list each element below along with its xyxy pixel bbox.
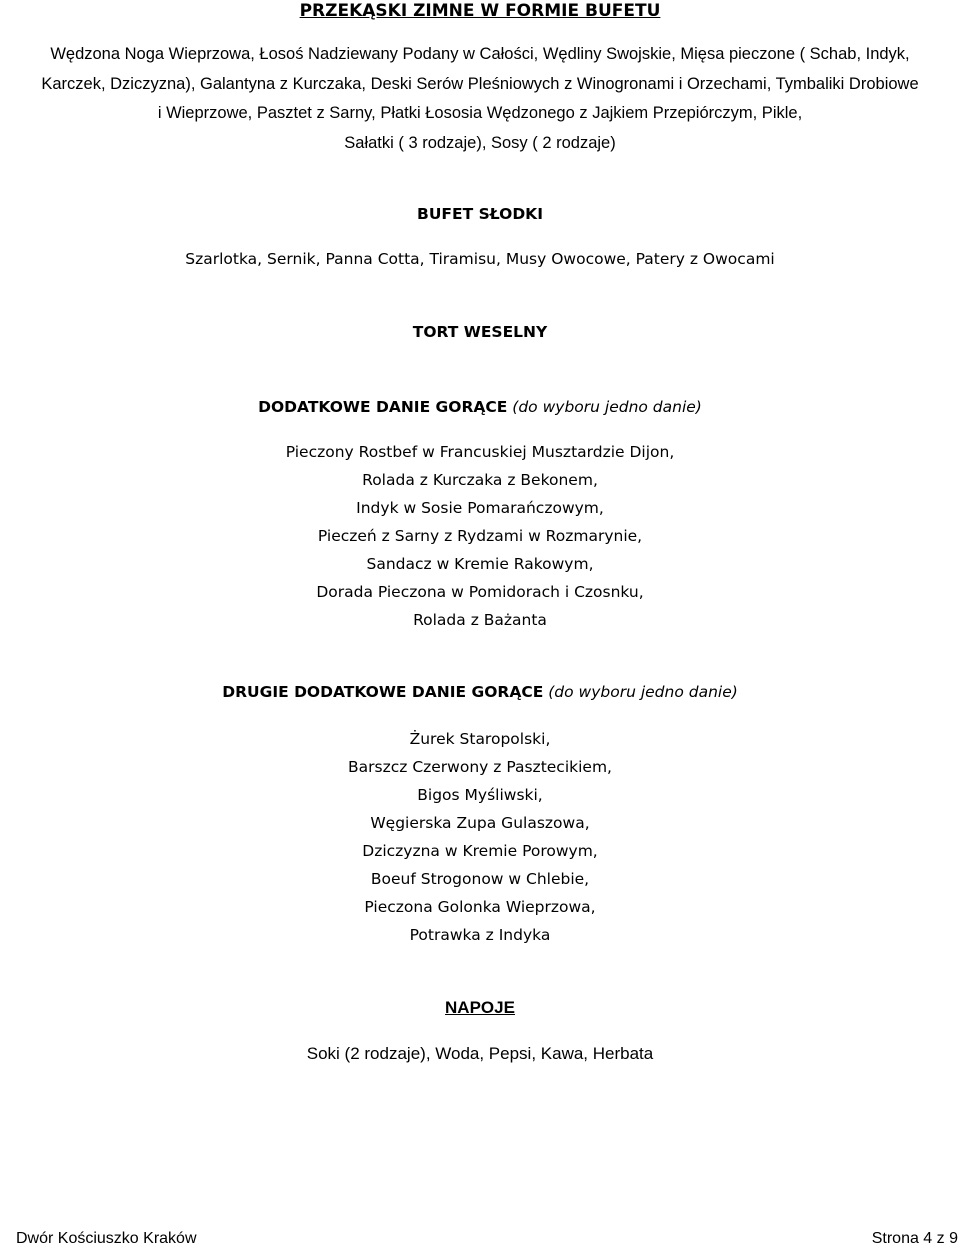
list-item: Rolada z Kurczaka z Bekonem, — [362, 471, 598, 489]
cold-buffet-line: Sałatki ( 3 rodzaje), Sosy ( 2 rodzaje) — [344, 133, 616, 152]
sweet-buffet-heading: BUFET SŁODKI — [417, 205, 543, 223]
list-item: Potrawka z Indyka — [409, 926, 551, 944]
drinks-title: NAPOJE — [445, 998, 515, 1017]
cold-buffet-line: Wędzona Noga Wieprzowa, Łosoś Nadziewany Podany w Całości, Wędliny Swojskie, Mięsa pieczone ( Schab, Indyk, — [50, 45, 910, 63]
drinks-heading — [0, 997, 960, 1019]
list-item: Pieczona Golonka Wieprzowa, — [364, 898, 596, 916]
footer-venue: Dwór Kościuszko Kraków — [16, 1230, 197, 1247]
second-hot-dish-note: (do wyboru jedno danie) — [548, 683, 738, 701]
list-item: Dorada Pieczona w Pomidorach i Czosnku, — [316, 583, 644, 601]
list-item: Barszcz Czerwony z Pasztecikiem, — [348, 758, 612, 776]
second-hot-dish-list — [0, 725, 960, 949]
wedding-cake-heading: TORT WESELNY — [412, 323, 548, 341]
list-item: Pieczony Rostbef w Francuskiej Musztardzie Dijon, — [285, 443, 675, 461]
list-item: Indyk w Sosie Pomarańczowym, — [356, 499, 604, 517]
sweet-buffet-items: Szarlotka, Sernik, Panna Cotta, Tiramisu, Musy Owocowe, Patery z Owocami — [185, 250, 775, 268]
cold-buffet-line: i Wieprzowe, Pasztet z Sarny, Płatki Łososia Wędzonego z Jajkiem Przepiórczym, Pikle, — [157, 104, 803, 122]
cold-buffet-heading: PRZEKĄSKI ZIMNE W FORMIE BUFETU — [299, 1, 661, 21]
cold-buffet-description — [0, 40, 960, 158]
list-item: Boeuf Strogonow w Chlebie, — [370, 870, 590, 888]
footer-page-number: Strona 4 z 9 — [871, 1230, 958, 1247]
second-hot-dish-heading — [0, 678, 960, 706]
list-item: Rolada z Bażanta — [413, 611, 547, 629]
hot-dish-heading — [0, 393, 960, 421]
list-item: Pieczeń z Sarny z Rydzami w Rozmarynie, — [317, 527, 643, 545]
list-item: Żurek Staropolski, — [409, 730, 551, 748]
hot-dish-note: (do wyboru jedno danie) — [512, 398, 702, 416]
list-item: Dziczyzna w Kremie Porowym, — [362, 842, 598, 860]
drinks-items: Soki (2 rodzaje), Woda, Pepsi, Kawa, Herbata — [306, 1044, 654, 1063]
list-item: Bigos Myśliwski, — [417, 786, 543, 804]
hot-dish-list — [0, 438, 960, 634]
list-item: Węgierska Zupa Gulaszowa, — [370, 814, 590, 832]
list-item: Sandacz w Kremie Rakowym, — [366, 555, 594, 573]
hot-dish-title: DODATKOWE DANIE GORĄCE — [258, 398, 508, 416]
cold-buffet-line: Karczek, Dziczyzna), Galantyna z Kurczaka, Deski Serów Pleśniowych z Winogronami i Orzechami, Tymbaliki Drobiowe — [41, 74, 919, 93]
second-hot-dish-title: DRUGIE DODATKOWE DANIE GORĄCE — [222, 683, 544, 701]
